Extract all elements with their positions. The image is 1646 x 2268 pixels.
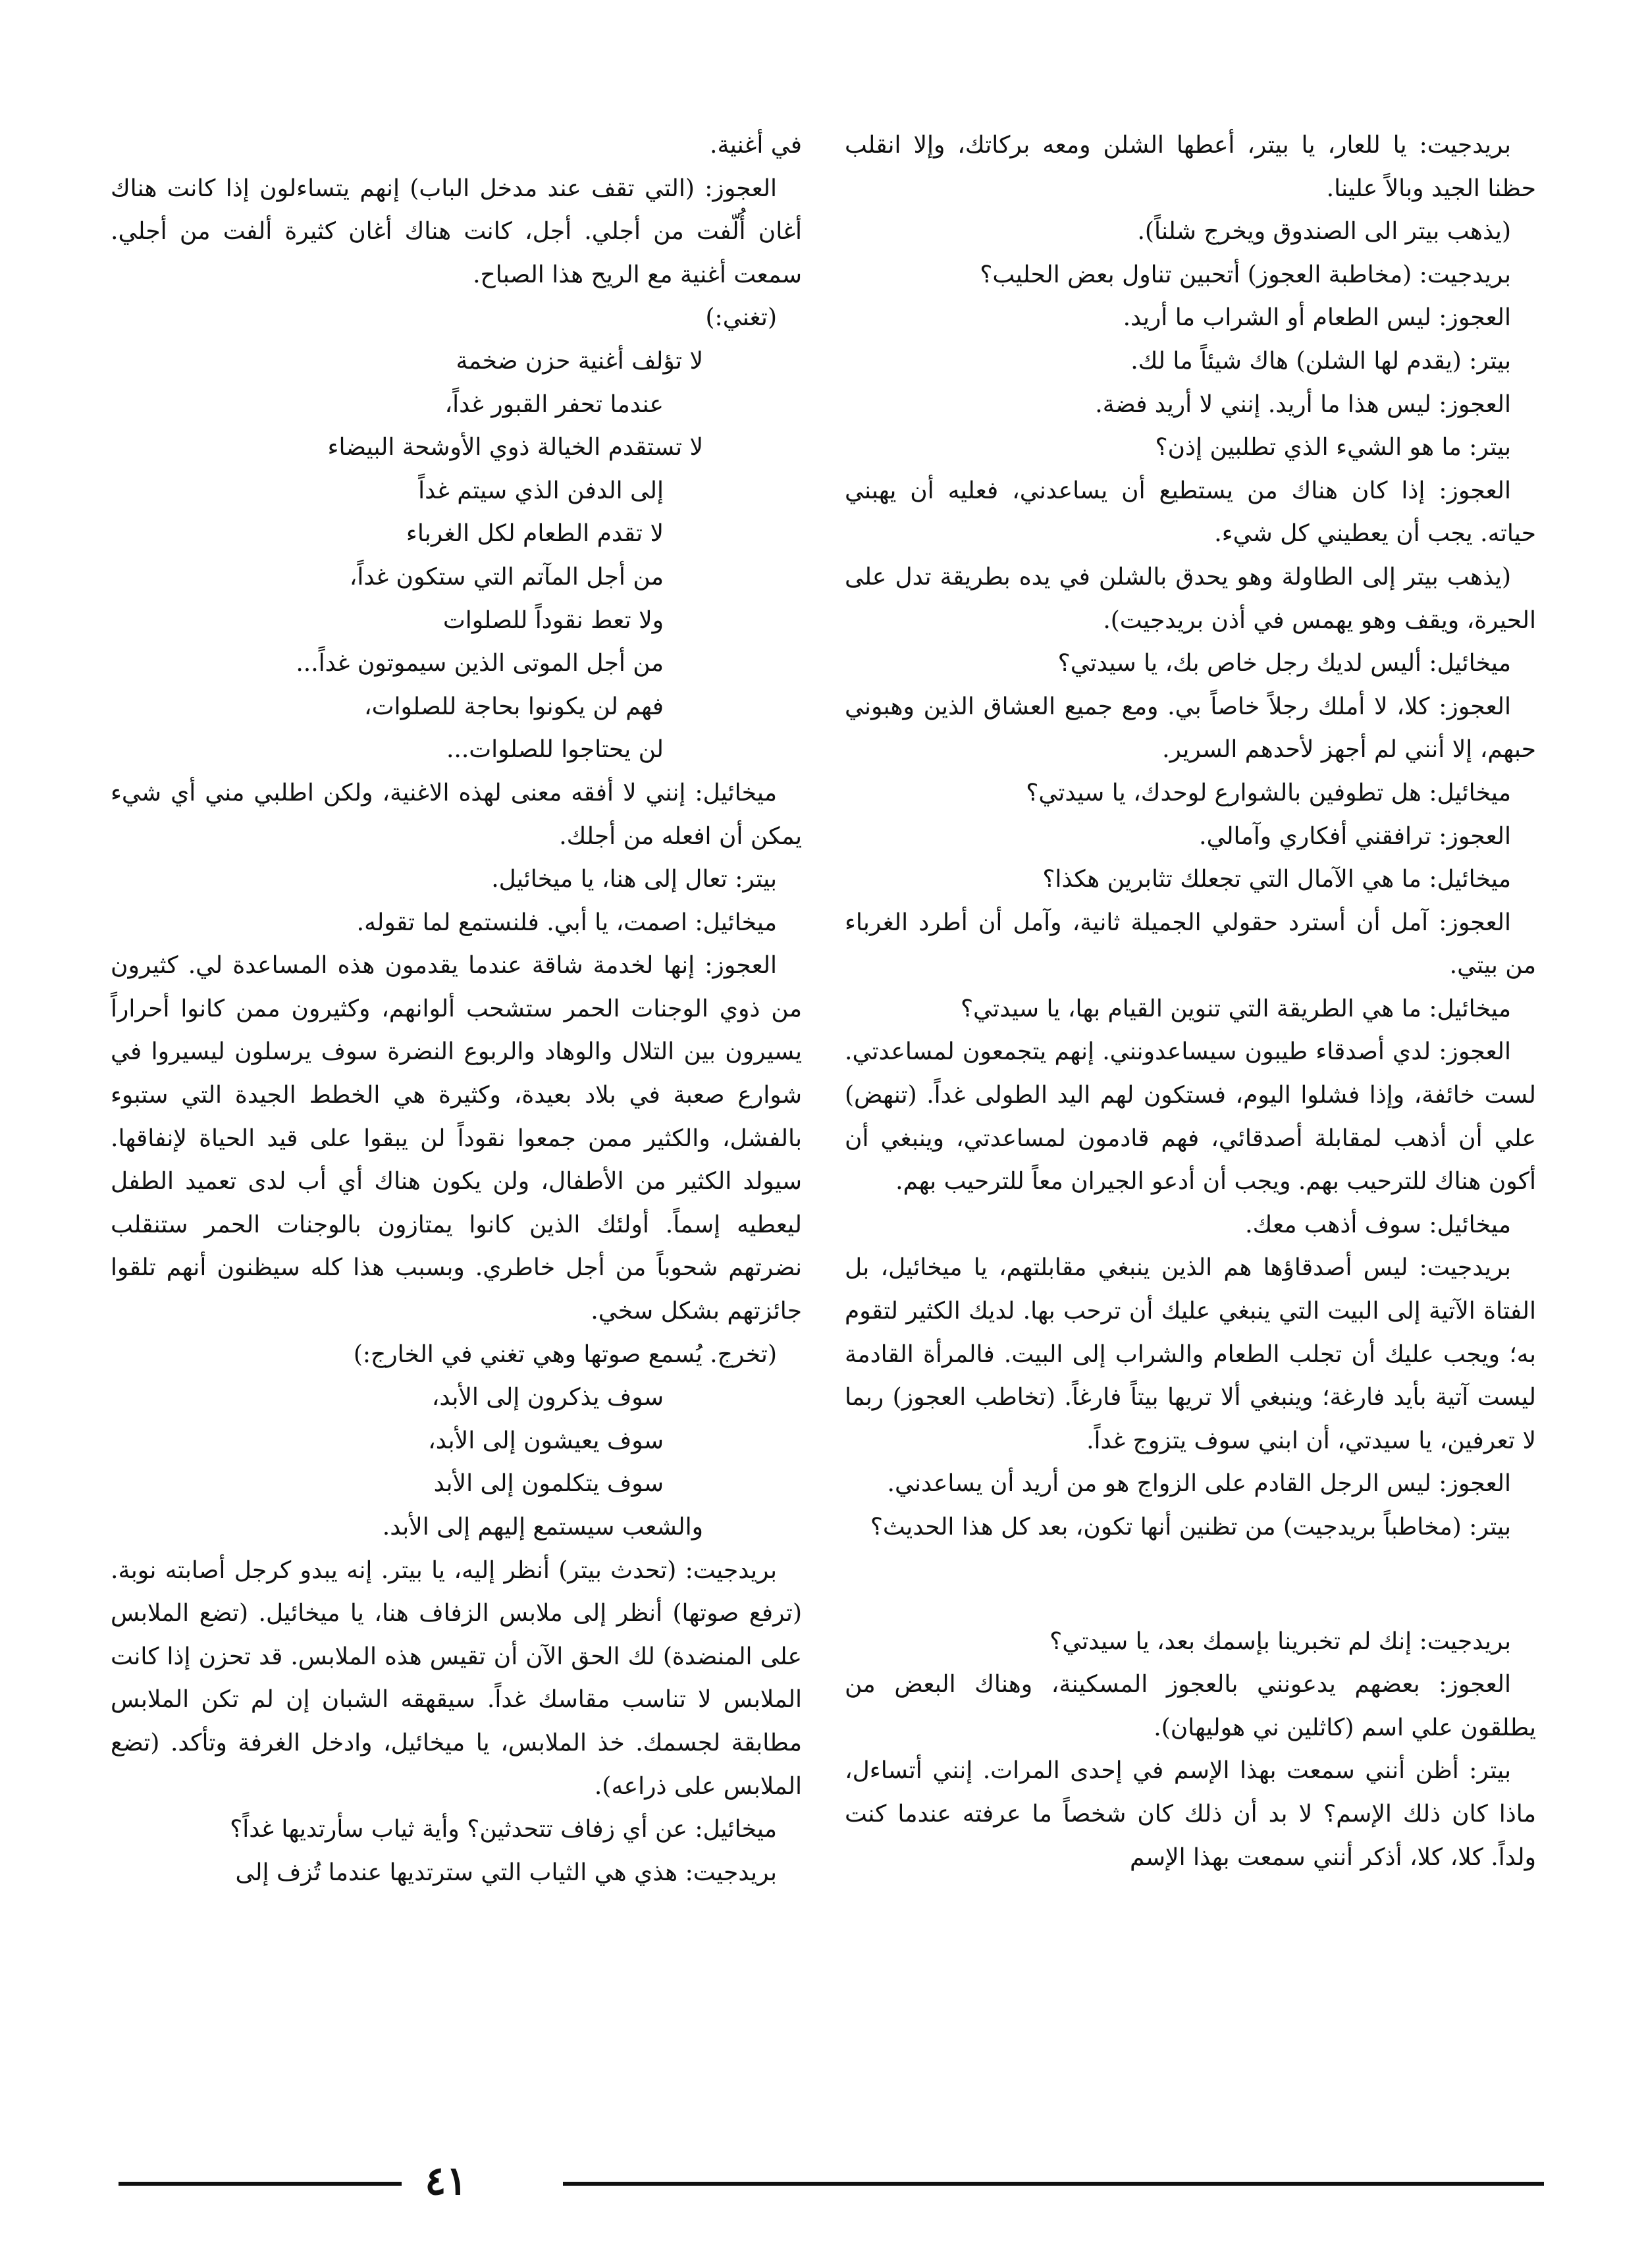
paragraph: العجوز: لدي أصدقاء طيبون سيساعدونني. إنهم يتجمعون لمساعدتي. لست خائفة، وإذا فشلوا اليوم، فستكون لهم اليد الطولى غداً. (تنهض) علي أن أذهب لمقابلة أصدقائي، فهم قادمون لمساعدتي، وينبغي أن أكون هناك للترحيب بهم. ويجب أن أدعو الجيران معاً للترحيب بهم. (845, 1038, 1536, 1196)
paragraph: ميخائيل: أليس لديك رجل خاص بك، يا سيدتي؟ (1057, 650, 1511, 677)
paragraph: (تخرج. يُسمع صوتها وهي تغني في الخارج:) (353, 1340, 777, 1368)
verse-line: لا تؤلف أغنية حزن ضخمة (456, 347, 703, 375)
paragraph: ميخائيل: ما هي الآمال التي تجعلك تثابرين هكذا؟ (1042, 866, 1511, 893)
paragraph: في أغنية. (710, 132, 802, 159)
paragraph: العجوز: بعضهم يدعونني بالعجوز المسكينة، وهناك البعض من يطلقون علي اسم (كاثلين ني هوليهان). (845, 1671, 1536, 1741)
paragraph: بريدجيت: (مخاطبة العجوز) أتحبين تناول بعض الحليب؟ (980, 261, 1511, 288)
verse-line: فهم لن يكونوا بحاجة للصلوات، (364, 693, 664, 720)
paragraph: ميخائيل: إنني لا أفقه معنى لهذه الاغنية، ولكن اطلبي مني أي شيء يمكن أن افعله من أجلك. (111, 779, 802, 850)
paragraph: ميخائيل: ما هي الطريقة التي تنوين القيام بها، يا سيدتي؟ (960, 995, 1511, 1022)
paragraph: بريدجيت: ليس أصدقاؤها هم الذين ينبغي مقابلتهم، يا ميخائيل، بل الفتاة الآتية إلى البيت التي ينبغي عليك أن ترحب بها. لديك الكثير لتقوم به؛ ويجب عليك أن تجلب الطعام والشراب إلى البيت. فالمرأة القادمة ليست آتية بأيد فارغة؛ وينبغي ألا تريها بيتاً فارغاً. (تخاطب العجوز) ربما لا تعرفين، يا سيدتي، أن ابني سوف يتزوج غداً. (845, 1254, 1536, 1454)
left-column (111, 124, 802, 1894)
paragraph: العجوز: آمل أن أسترد حقولي الجميلة ثانية، وآمل أن أطرد الغرباء من بيتي. (845, 909, 1536, 980)
verse-line: والشعب سيستمع إليهم إلى الأبد. (382, 1514, 703, 1541)
verse-line: من أجل الموتى الذين سيموتون غداً... (296, 650, 664, 677)
paragraph: العجوز: ليس هذا ما أريد. إنني لا أريد فضة. (1095, 390, 1511, 418)
paragraph: العجوز: إنها لخدمة شاقة عندما يقدمون هذه المساعدة لي. كثيرون من ذوي الوجنات الحمر ستشحب ألوانهم، وكثيرون ممن كانوا أحراراً يسيرون بين التلال والوهاد والربوع النضرة سوف يرسلون ليسيروا في شوارع صعبة في بلاد بعيدة، وكثيرة هي الخطط الجيدة التي ستبوء بالفشل، والكثير ممن جمعوا نقوداً لن يبقوا على قيد الحياة لإنفاقها. سيولد الكثير من الأطفال، ولن يكون هناك أي أب لدى تعميد الطفل ليعطيه إسماً. أولئك الذين كانوا يمتازون بالوجنات الحمر ستنقلب نضرتهم شحوباً من أجل خاطري. وبسبب هذا كله سيظنون أنهم تلقوا جائزتهم بشكل سخي. (111, 952, 802, 1325)
paragraph: بيتر: ما هو الشيء الذي تطلبين إذن؟ (1155, 434, 1511, 462)
paragraph: (يذهب بيتر الى الصندوق ويخرج شلناً). (1137, 218, 1511, 246)
paragraph: بريدجيت: إنك لم تخبرينا بإسمك بعد، يا سيدتي؟ (1049, 1627, 1511, 1655)
page-footer (0, 2158, 1646, 2204)
verse-line: لا تستقدم الخيالة ذوي الأوشحة البيضاء (327, 434, 703, 462)
paragraph: العجوز: كلا، لا أملك رجلاً خاصاً بي. ومع جميع العشاق الذين وهبوني حبهم، إلا أنني لم أجهز لأحدهم السرير. (845, 693, 1536, 764)
verse-line: إلى الدفن الذي سيتم غداً (418, 477, 664, 504)
paragraph: بيتر: (مخاطباً بريدجيت) من تظنين أنها تكون، بعد كل هذا الحديث؟ (870, 1514, 1511, 1541)
paragraph: (تغني:) (705, 304, 777, 332)
paragraph: بريدجيت: (تحدث بيتر) أنظر إليه، يا بيتر. إنه يبدو كرجل أصابته نوبة. (ترفع صوتها) أنظر إلى ملابس الزفاف هنا، يا ميخائيل. (تضع الملابس على المنضدة) لك الحق الآن أن تقيس هذه الملابس. قد تحزن إذا كانت الملابس لا تناسب مقاسك غداً. سيقهقه الشبان إن لم تكن الملابس مطابقة لجسمك. خذ الملابس، يا ميخائيل، وادخل الغرفة وتأكد. (تضع الملابس على ذراعه). (111, 1556, 802, 1800)
paragraph: العجوز: ليس الطعام أو الشراب ما أريد. (1123, 304, 1511, 332)
verse-line: لا تقدم الطعام لكل الغرباء (406, 520, 664, 548)
paragraph: (يذهب بيتر إلى الطاولة وهو يحدق بالشلن في يده بطريقة تدل على الحيرة، ويقف وهو يهمس في أذن بريدجيت). (845, 563, 1536, 634)
verse-line: سوف يتكلمون إلى الأبد (433, 1470, 664, 1498)
verse-line: سوف يذكرون إلى الأبد، (431, 1384, 664, 1411)
page-number: ٤١ (425, 2158, 467, 2204)
footer-rule-right (563, 2182, 1544, 2186)
paragraph: بيتر: تعال إلى هنا، يا ميخائيل. (491, 866, 777, 893)
paragraph: ميخائيل: اصمت، يا أبي. فلنستمع لما تقوله. (356, 909, 777, 936)
verse-line: ولا تعط نقوداً للصلوات (442, 606, 664, 634)
verse-line: سوف يعيشون إلى الأبد، (428, 1427, 664, 1454)
paragraph: بيتر: (يقدم لها الشلن) هاك شيئاً ما لك. (1130, 347, 1511, 375)
verse-line: لن يحتاجوا للصلوات... (446, 736, 664, 764)
paragraph: بريدجيت: يا للعار، يا بيتر، أعطها الشلن ومعه بركاتك، وإلا انقلب حظنا الجيد وبالاً علينا. (845, 132, 1536, 202)
right-column (845, 124, 1536, 1879)
paragraph: ميخائيل: هل تطوفين بالشوارع لوحدك، يا سيدتي؟ (1026, 779, 1511, 806)
paragraph: بريدجيت: هذي هي الثياب التي سترتديها عندما تُزف إلى (235, 1859, 777, 1886)
paragraph: العجوز: ليس الرجل القادم على الزواج هو من أريد أن يساعدني. (887, 1470, 1511, 1498)
paragraph: العجوز: إذا كان هناك من يستطيع أن يساعدني، فعليه أن يهبني حياته. يجب أن يعطيني كل شيء. (845, 477, 1536, 548)
paragraph: العجوز: ترافقني أفكاري وآمالي. (1199, 822, 1511, 850)
verse-line: عندما تحفر القبور غداً، (444, 390, 664, 418)
verse-line: من أجل المآتم التي ستكون غداً، (349, 563, 664, 591)
paragraph-gap (845, 1549, 1536, 1620)
paragraph: ميخائيل: عن أي زفاف تتحدثين؟ وأية ثياب سأرتديها غداً؟ (230, 1816, 777, 1843)
paragraph: ميخائيل: سوف أذهب معك. (1245, 1211, 1511, 1238)
paragraph: العجوز: (التي تقف عند مدخل الباب) إنهم يتساءلون إذا كانت هناك أغان أُلّفت من أجلي. أجل، كانت هناك أغان كثيرة ألفت من أجلي. سمعت أغنية مع الريح هذا الصباح. (111, 174, 802, 288)
paragraph: بيتر: أظن أنني سمعت بهذا الإسم في إحدى المرات. إنني أتساءل، ماذا كان ذلك الإسم؟ لا بد أن ذلك كان شخصاً ما عرفته عندما كنت ولداً. كلا، كلا، أذكر أنني سمعت بهذا الإسم (845, 1757, 1536, 1871)
